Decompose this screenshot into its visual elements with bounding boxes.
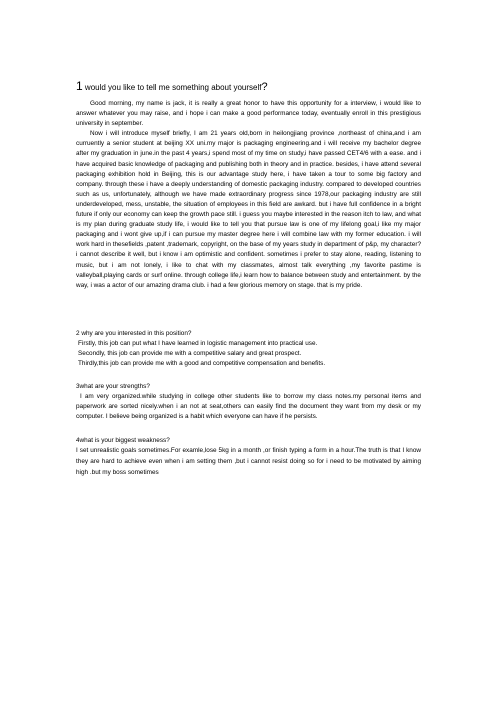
document-body [76,79,421,478]
question-3-section [76,382,421,422]
answer-2-line-1: Firstly, this job can put what I have learned in logistic management into practical use. [78,339,318,347]
question-4-section [76,436,421,478]
question-4-heading: 4what is your biggest weakness? [76,437,170,445]
question-1-heading [76,79,421,93]
question-3-heading: 3what are your strengths? [76,383,150,391]
question-1-text: would you like to tell me something about yourself [82,83,262,92]
question-2-section [76,329,421,369]
question-1-qmark: ? [261,81,268,93]
answer-2-line-2: Secondly, this job can provide me with a competitive salary and great prospect. [78,349,302,357]
answer-1-paragraph-1: Good morning, my name is jack, it is really a great honor to have this opportunity for a interview, i would like to answer whatever you may raise, and i hope i can make a good performance today, eventually enroll in this prestigious university in september. [76,100,421,128]
answer-3-paragraph: I am very organized.while studying in college other students like to borrow my class notes.my personal items and paperwork are sorted nicely.when i an not at seat,others can easily find the document they want from my desk or my computer. I believe being organized is a habit which everyone can have if he persists. [76,393,421,421]
question-2-heading: 2 why are you interested in this position? [76,329,192,337]
answer-1-paragraph-2: Now i will introduce myself briefly, I am 21 years old,born in heilongjiang province ,northeast of china,and i am curruently a senior student at beijing XX uni.my major is packaging engineering.and i will receive my bachelor degree after my graduation in june.in the past 4 years,i spend most of my time on study,i have passed CET4/6 with a ease. and i have acquired basic knowledge of packaging and publishing both in theory and in practice. besides, i have attend several packaging exhibition hold in Beijing, this is our advantage study here, i have taken a tour to some big factory and company. through these i have a deeply understanding of domestic packaging industry. compared to developed countries such as us, unfortunately, although we have made extraordinary progress since 1978,our packaging industry are still underdeveloped, mess, unstable, the situation of employees in this field are awkard. but i have full confidence in a bright future if only our economy can keep the growth pace still. i guess you maybe interested in the reason itch to law, and what is my plan during graduate study life, i would like to tell you that pursue law is one of my lifelong goal,i like my major packaging and i wont give up,if i can pursue my master degree here i will combine law with my former education. i will work hard in thesefields ,patent ,trademark, copyright, on the base of my years study in department of p&p, my character? i cannot describe it well, but i know i am optimistic and confident. sometimes i prefer to stay alone, reading, listening to music, but i am not lonely, i like to chat with my classmates, almost talk everything ,my favorite pastime is valleyball,playing cards or surf online. through college life,i learn how to balance between study and entertainment. by the way, i was a actor of our amazing drama club. i had a few glorious memory on stage. that is my pride. [76,130,421,289]
answer-2-line-3: Thirdly,this job can provide me with a good and competitive compensation and benefits. [78,359,326,367]
answer-4-paragraph: I set unrealistic goals sometimes.For examle,lose 5kg in a month ,or finish typing a form in a hour.The truth is that I know they are hard to achieve even when i am setting them ,but i cannot resist doing so for i need to be motivated by aiming high .but my boss sometimes [76,447,421,476]
question-1-number: 1 [76,79,83,93]
